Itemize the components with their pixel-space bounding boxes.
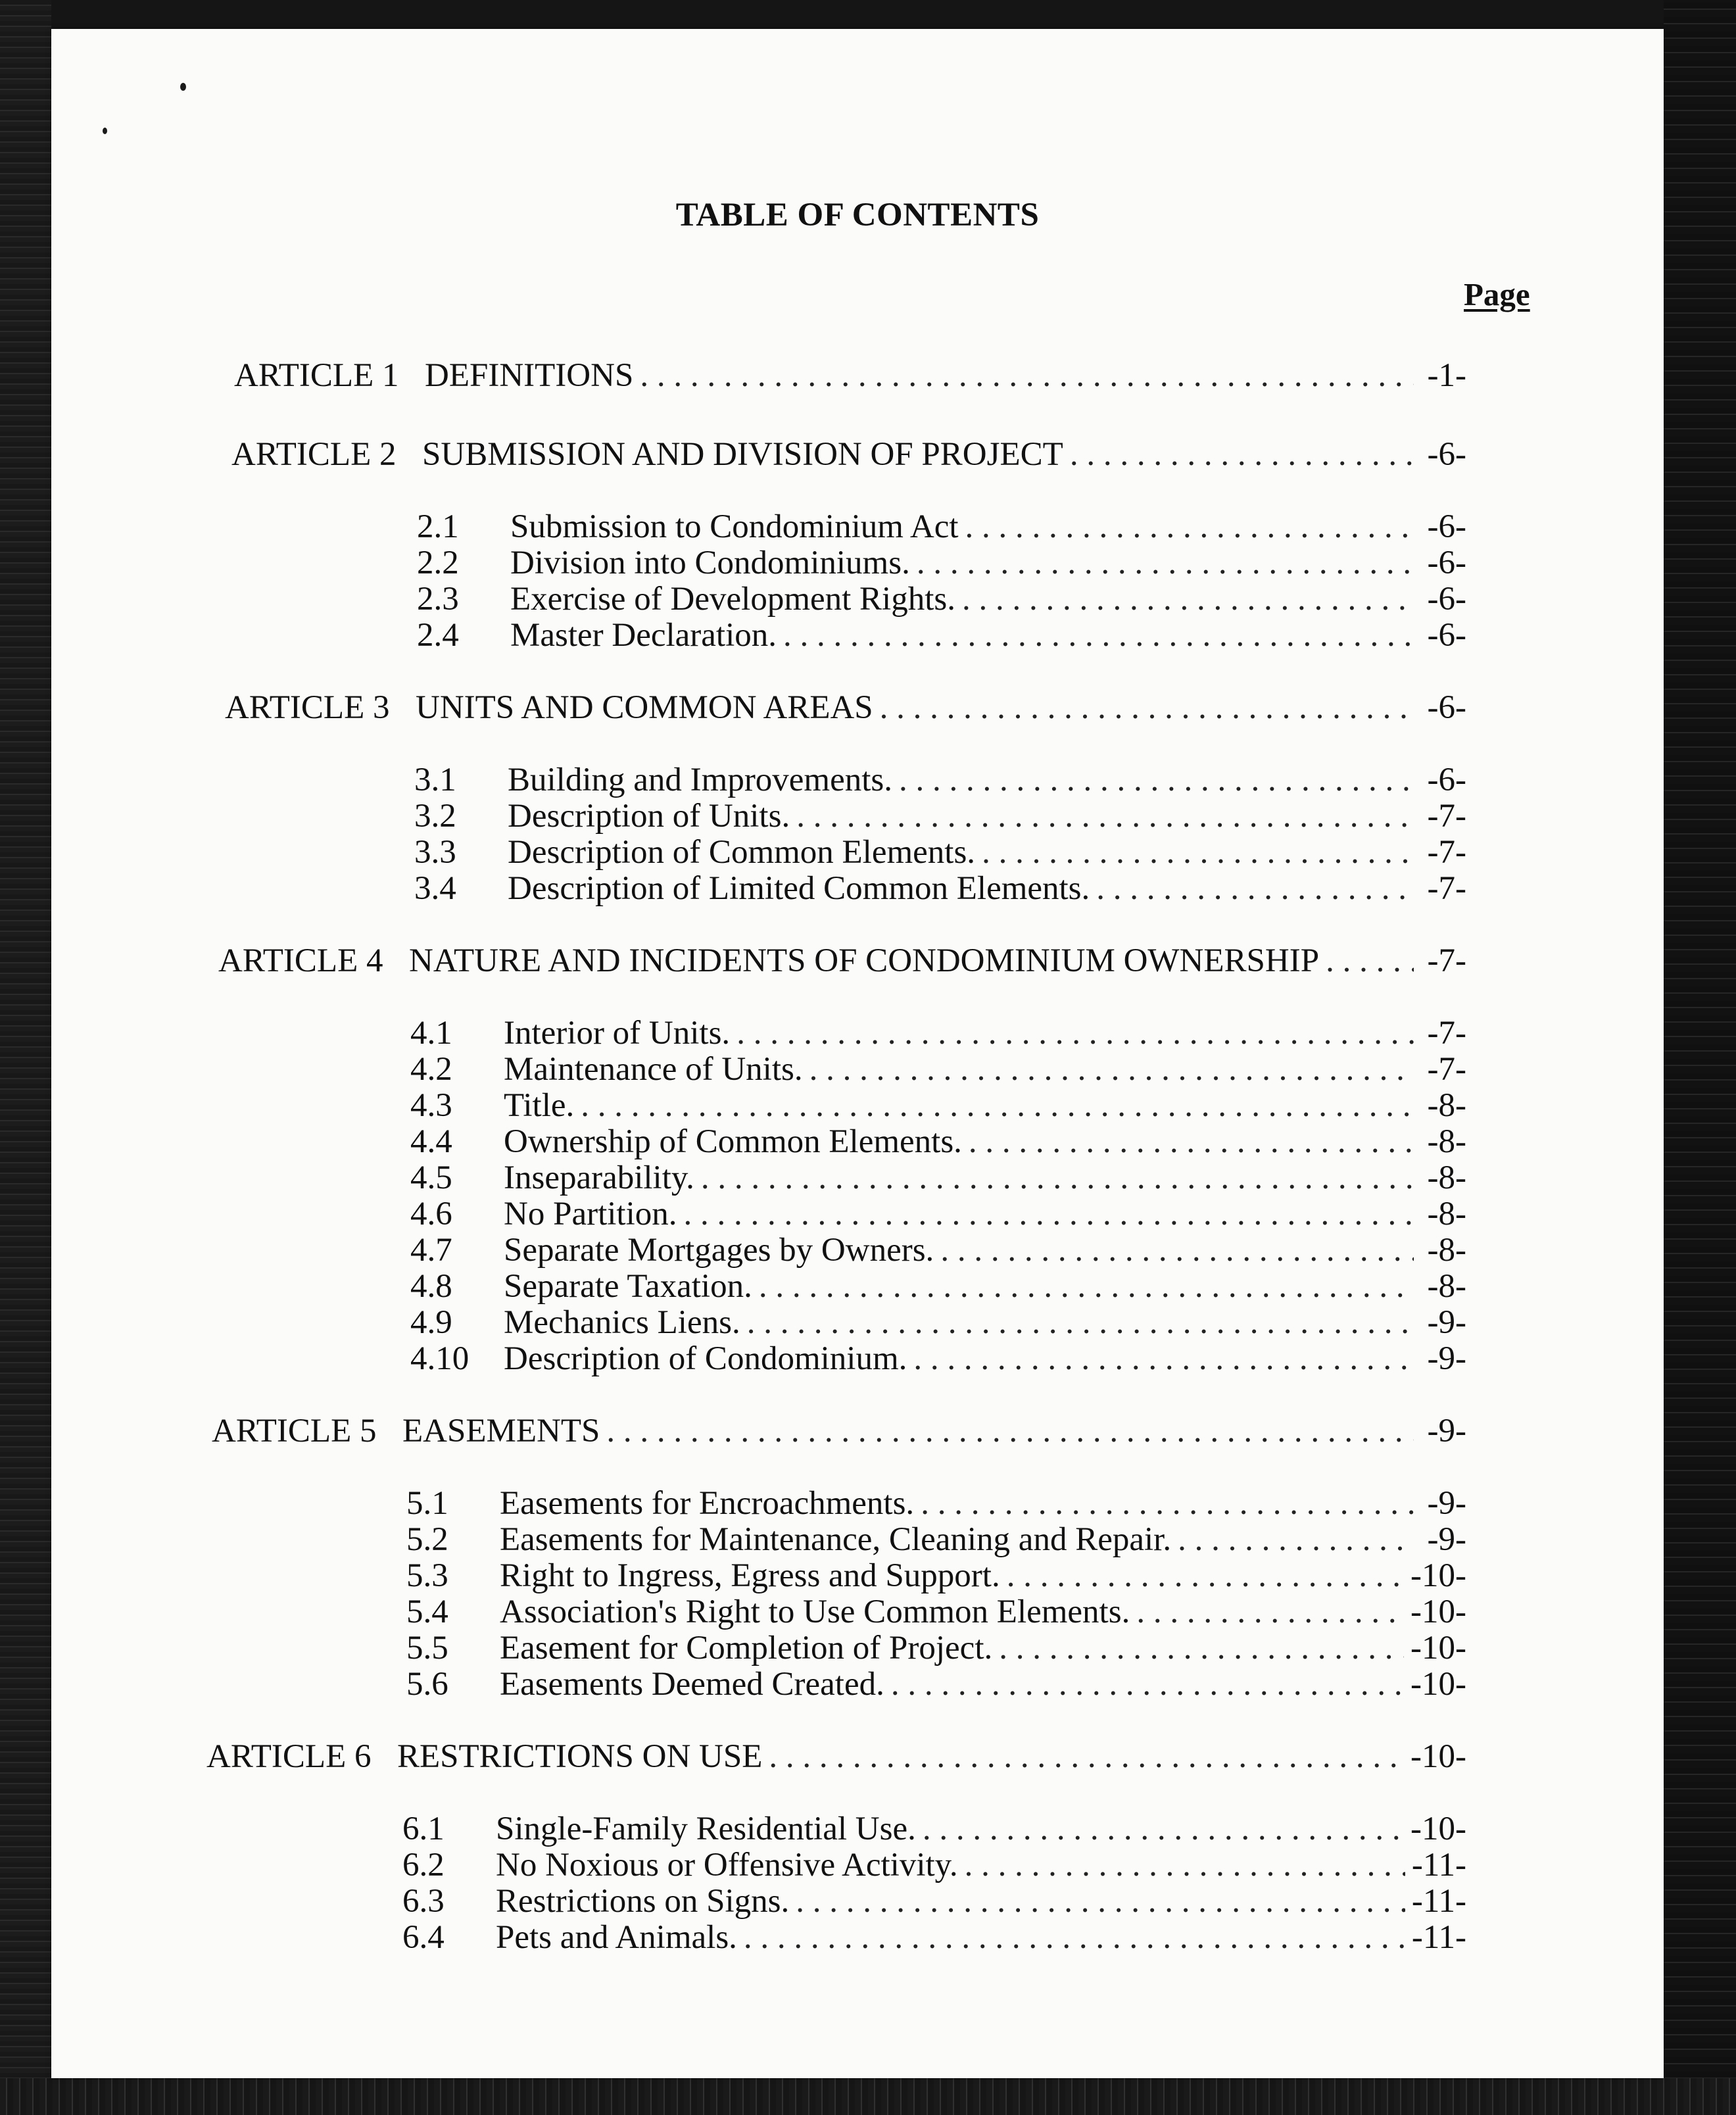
article-title: EASEMENTS <box>402 1413 600 1449</box>
page-number: -11- <box>1411 1919 1466 1956</box>
section-title: Separate Taxation. <box>504 1268 752 1305</box>
section-title: Inseparability. <box>504 1159 694 1196</box>
dot-leader <box>880 689 1414 727</box>
dot-leader <box>684 1195 1414 1233</box>
page-number: -9- <box>1427 1485 1466 1522</box>
toc-article-row <box>212 1412 1466 1451</box>
right-scan-border <box>1664 0 1736 2115</box>
dot-leader <box>1096 869 1414 908</box>
section-title: Ownership of Common Elements. <box>504 1123 962 1160</box>
dot-leader <box>783 616 1414 654</box>
page-number: -6- <box>1427 581 1466 618</box>
dot-leader <box>581 1086 1414 1125</box>
section-title: Right to Ingress, Egress and Support. <box>500 1557 1000 1594</box>
dot-leader <box>759 1267 1414 1305</box>
section-title: Master Declaration. <box>510 617 777 654</box>
section-number: 4.5 <box>410 1159 452 1196</box>
page-number: -7- <box>1427 1015 1466 1052</box>
section-title: Mechanics Liens. <box>504 1304 740 1341</box>
toc-article-row <box>231 435 1466 475</box>
page-number: -6- <box>1427 689 1466 726</box>
dot-leader <box>913 1340 1414 1378</box>
page-number: -11- <box>1411 1847 1466 1884</box>
dot-leader <box>999 1629 1404 1667</box>
dot-leader <box>606 1412 1414 1450</box>
toc-section-row <box>414 833 1466 873</box>
section-number: 2.1 <box>417 508 459 545</box>
section-number: 4.9 <box>410 1304 452 1341</box>
article-title: NATURE AND INCIDENTS OF CONDOMINIUM OWNERSHIP <box>409 942 1320 979</box>
page-number: -10- <box>1410 1630 1466 1666</box>
toc-section-row <box>414 869 1466 909</box>
document-page <box>51 29 1664 2078</box>
page-number: -7- <box>1427 834 1466 871</box>
page-number: -10- <box>1410 1593 1466 1630</box>
section-number: 6.2 <box>402 1847 445 1884</box>
section-number: 5.5 <box>406 1630 448 1666</box>
section-title: Pets and Animals. <box>496 1919 737 1956</box>
page-number: -10- <box>1410 1557 1466 1594</box>
section-number: 5.1 <box>406 1485 448 1522</box>
dot-leader <box>796 1882 1405 1920</box>
toc-article-row <box>218 942 1466 981</box>
article-label: ARTICLE 3 <box>225 689 390 726</box>
dot-leader <box>982 833 1414 871</box>
dot-leader <box>769 1738 1404 1776</box>
section-number: 4.8 <box>410 1268 452 1305</box>
toc-section-row <box>410 1195 1466 1234</box>
toc-section-row <box>406 1557 1466 1596</box>
toc-heading: TABLE OF CONTENTS <box>675 197 1040 233</box>
toc-article-row <box>225 689 1466 728</box>
toc-section-row <box>410 1014 1466 1054</box>
dot-leader <box>965 508 1414 546</box>
section-number: 3.4 <box>414 870 456 907</box>
section-title: Division into Condominiums. <box>510 545 910 581</box>
section-number: 5.2 <box>406 1521 448 1558</box>
section-title: Description of Limited Common Elements. <box>508 870 1090 907</box>
page-number: -8- <box>1427 1268 1466 1305</box>
dot-leader <box>796 797 1414 835</box>
section-title: Easements for Encroachments. <box>500 1485 915 1522</box>
dot-leader <box>940 1231 1414 1269</box>
article-title: UNITS AND COMMON AREAS <box>416 689 873 726</box>
toc-section-row <box>414 761 1466 800</box>
section-title: Interior of Units. <box>504 1015 731 1052</box>
section-title: Title. <box>504 1087 575 1124</box>
page-number: -9- <box>1427 1413 1466 1449</box>
article-label: ARTICLE 4 <box>218 942 383 979</box>
toc-section-row <box>406 1593 1466 1632</box>
section-number: 4.2 <box>410 1051 452 1088</box>
toc-section-row <box>406 1665 1466 1705</box>
dot-leader <box>809 1050 1414 1088</box>
left-scan-border <box>0 0 51 2115</box>
section-number: 3.2 <box>414 798 456 835</box>
dot-leader <box>736 1014 1414 1052</box>
section-title: No Partition. <box>504 1196 677 1232</box>
bottom-scan-border <box>0 2078 1736 2115</box>
toc-section-row <box>406 1629 1466 1668</box>
section-title: Submission to Condominium Act <box>510 508 959 545</box>
section-number: 6.3 <box>402 1883 445 1920</box>
page-number: -9- <box>1427 1304 1466 1341</box>
dot-leader <box>1007 1557 1404 1595</box>
toc-section-row <box>402 1882 1466 1922</box>
toc-section-row <box>417 616 1466 656</box>
dot-leader <box>899 761 1414 799</box>
dot-leader <box>969 1123 1414 1161</box>
section-title: Restrictions on Signs. <box>496 1883 790 1920</box>
page-number: -8- <box>1427 1159 1466 1196</box>
toc-section-row <box>410 1159 1466 1198</box>
page-number: -9- <box>1427 1521 1466 1558</box>
dot-leader <box>917 544 1414 582</box>
article-label: ARTICLE 2 <box>231 436 397 473</box>
toc-section-row <box>410 1050 1466 1090</box>
page-number: -8- <box>1427 1232 1466 1269</box>
page-number: -11- <box>1411 1883 1466 1920</box>
page-number: -6- <box>1427 436 1466 473</box>
article-title: RESTRICTIONS ON USE <box>397 1738 763 1775</box>
article-label: ARTICLE 1 <box>234 357 399 394</box>
scan-speck <box>180 83 186 91</box>
section-number: 4.10 <box>410 1340 470 1377</box>
section-number: 4.6 <box>410 1196 452 1232</box>
section-number: 2.3 <box>417 581 459 618</box>
section-title: Description of Units. <box>508 798 790 835</box>
article-label: ARTICLE 6 <box>206 1738 372 1775</box>
dot-leader <box>962 580 1414 618</box>
page-number: -8- <box>1427 1123 1466 1160</box>
section-number: 2.4 <box>417 617 459 654</box>
section-title: Building and Improvements. <box>508 762 893 798</box>
section-title: Description of Condominium. <box>504 1340 907 1377</box>
toc-article-row <box>206 1738 1466 1777</box>
section-title: Description of Common Elements. <box>508 834 976 871</box>
dot-leader <box>965 1846 1405 1884</box>
section-number: 3.1 <box>414 762 456 798</box>
toc-section-row <box>406 1484 1466 1524</box>
page-number: -6- <box>1427 617 1466 654</box>
toc-section-row <box>410 1340 1466 1379</box>
toc-section-row <box>417 544 1466 583</box>
dot-leader <box>744 1918 1405 1957</box>
dot-leader <box>1326 942 1414 980</box>
section-number: 4.4 <box>410 1123 452 1160</box>
section-number: 2.2 <box>417 545 459 581</box>
dot-leader <box>640 356 1414 395</box>
section-title: Easements Deemed Created. <box>500 1666 884 1703</box>
toc-article-row <box>234 356 1466 396</box>
page-number: -10- <box>1410 1811 1466 1847</box>
section-number: 6.4 <box>402 1919 445 1956</box>
section-title: No Noxious or Offensive Activity. <box>496 1847 958 1884</box>
section-number: 5.6 <box>406 1666 448 1703</box>
page-number: -7- <box>1427 1051 1466 1088</box>
page-number: -7- <box>1427 798 1466 835</box>
section-title: Separate Mortgages by Owners. <box>504 1232 934 1269</box>
section-number: 4.1 <box>410 1015 452 1052</box>
section-title: Single-Family Residential Use. <box>496 1811 916 1847</box>
section-number: 5.3 <box>406 1557 448 1594</box>
page-number: -10- <box>1410 1738 1466 1775</box>
toc-section-row <box>402 1918 1466 1958</box>
section-title: Exercise of Development Rights. <box>510 581 955 618</box>
section-number: 4.7 <box>410 1232 452 1269</box>
toc-section-row <box>410 1267 1466 1307</box>
section-title: Maintenance of Units. <box>504 1051 803 1088</box>
dot-leader <box>747 1303 1414 1342</box>
dot-leader <box>891 1665 1404 1703</box>
page-number: -1- <box>1427 357 1466 394</box>
section-number: 4.3 <box>410 1087 452 1124</box>
article-title: DEFINITIONS <box>425 357 634 394</box>
dot-leader <box>923 1810 1404 1848</box>
section-title: Easements for Maintenance, Cleaning and Repair. <box>500 1521 1172 1558</box>
page-number: -7- <box>1427 870 1466 907</box>
dot-leader <box>1136 1593 1404 1631</box>
dot-leader <box>921 1484 1414 1522</box>
article-title: SUBMISSION AND DIVISION OF PROJECT <box>422 436 1063 473</box>
dot-leader <box>1178 1520 1414 1559</box>
toc-section-row <box>410 1303 1466 1343</box>
page-number: -10- <box>1410 1666 1466 1703</box>
scan-speck <box>103 128 107 134</box>
toc-section-row <box>417 508 1466 547</box>
toc-section-row <box>402 1810 1466 1849</box>
article-label: ARTICLE 5 <box>212 1413 377 1449</box>
section-number: 6.1 <box>402 1811 445 1847</box>
section-title: Association's Right to Use Common Elements. <box>500 1593 1130 1630</box>
page-number: -7- <box>1427 942 1466 979</box>
toc-section-row <box>402 1846 1466 1885</box>
page-number: -6- <box>1427 508 1466 545</box>
toc-section-row <box>410 1086 1466 1126</box>
toc-section-row <box>410 1231 1466 1271</box>
toc-section-row <box>410 1123 1466 1162</box>
toc-section-row <box>414 797 1466 837</box>
dot-leader <box>701 1159 1414 1197</box>
section-number: 5.4 <box>406 1593 448 1630</box>
section-title: Easement for Completion of Project. <box>500 1630 993 1666</box>
page-number: -8- <box>1427 1196 1466 1232</box>
page-number: -6- <box>1427 762 1466 798</box>
page-column-label: Page <box>1464 276 1530 312</box>
section-number: 3.3 <box>414 834 456 871</box>
page-number: -8- <box>1427 1087 1466 1124</box>
page-number: -6- <box>1427 545 1466 581</box>
toc-section-row <box>417 580 1466 620</box>
page-number: -9- <box>1427 1340 1466 1377</box>
toc-section-row <box>406 1520 1466 1560</box>
dot-leader <box>1070 435 1414 474</box>
